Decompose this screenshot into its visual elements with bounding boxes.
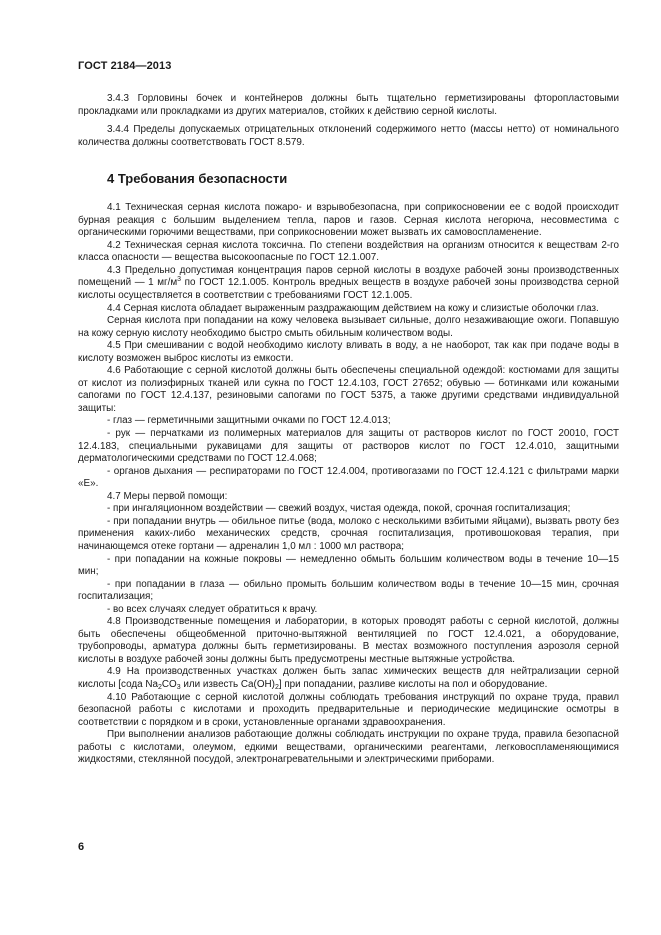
clause-4-4-skin-burns: Серная кислота при попадании на кожу человека вызывает сильные, долго незаживающие ожоги. Попавшую на кожу серную кислоту необходимо быстро смыть обильным количеством воды. <box>78 315 619 339</box>
clause-4-3 <box>78 265 619 303</box>
clause-4-3-text-end: по ГОСТ 12.1.005. Контроль вредных веществ в воздухе рабочей зоны производства серной кислоты осуществляется в соответствии с требованиями ГОСТ 12.1.005. <box>78 277 619 302</box>
clause-4-2: 4.2 Техническая серная кислота токсична. По степени воздействия на организм относится к веществам 2-го класса опасности — вещества высокоопасные по ГОСТ 12.1.007. <box>78 239 619 264</box>
clause-4-6: 4.6 Работающие с серной кислотой должны быть обеспечены специальной одеждой: костюмами для защиты от кислот из полиэфирных тканей или сукна по ГОСТ 12.4.103, ГОСТ 27652; обувью — ботинками или кожаными сапогами по ГОСТ 12.4.137, резиновыми сапогами по ГОСТ 5375, а также другими средствами индивидуальной защиты: <box>78 365 619 414</box>
clause-4-3-text-start: 4.3 Предельно допустимая концентрация паров серной кислоты в воздухе рабочей зоны производственных помещений — 1 мг/м <box>78 264 619 289</box>
clause-4-7-ingestion: - при попадании внутрь — обильное питье (вода, молоко с несколькими взбитыми яйцами), вызвать рвоту без применения каких-либо механических средств, срочная госпитализация, противошоковая терапия, при начинающемся отеке гортани — адреналин 1,0 мл : 1000 мл раствора; <box>78 515 619 552</box>
clause-4-1: 4.1 Техническая серная кислота пожаро- и взрывобезопасна, при соприкосновении ее с водой происходит бурная реакция с большим выделением тепла, паров и газов. Серная кислота негорюча, несовместима с органическими горючими веществами, при соприкосновении может вызвать их самовоспламенение. <box>78 202 619 239</box>
clause-4-7-skin-contact: - при попадании на кожные покровы — немедленно обмыть большим количеством воды в течение 10—15 мин; <box>78 553 619 578</box>
clause-4-6-eye-protection: - глаз — герметичными защитными очками по ГОСТ 12.4.013; <box>107 415 391 427</box>
clause-3-4-3: 3.4.3 Горловины бочек и контейнеров должны быть тщательно герметизированы фторопластовыми прокладками или прокладками из других материалов, стойких к действию серной кислоты. <box>78 93 619 117</box>
clause-4-9-text-end: ] при попадании, разливе кислоты на пол и оборудование. <box>278 678 548 690</box>
formula-subscript: 3 <box>176 683 181 691</box>
clause-4-9-formula-part: CO <box>161 678 177 690</box>
clause-4-8: 4.8 Производственные помещения и лаборатории, в которых проводят работы с серной кислотой, должны быть обеспечены общеобменной приточно-вытяжной вентиляцией по ГОСТ 12.4.021, а оборудование, трубопроводы, арматура должны быть герметизированы. В местах возможного поступления аэрозоля серной кислоты в воздухе рабочей зоны должны быть предусмотрены местные вытяжные устройства. <box>78 616 619 665</box>
formula-subscript: 2 <box>274 683 279 691</box>
clause-4-10: 4.10 Работающие с серной кислотой должны соблюдать требования инструкций по охране труда, правил безопасной работы с кислотами и проходить предварительные и периодические медицинские осмотры в соответствии с порядком и в сроки, установленные органами здравоохранения. <box>78 691 619 728</box>
running-header-standard-code: ГОСТ 2184—2013 <box>78 60 172 72</box>
clause-4-9-text-start: 4.9 На производственных участках должен быть запас химических веществ для нейтрализации серной кислоты [сода Na <box>78 666 619 690</box>
clause-4-7-see-doctor: - во всех случаях следует обратиться к врачу. <box>107 603 318 615</box>
clause-4-6-respiratory-protection: - органов дыхания — респираторами по ГОСТ 12.4.004, противогазами по ГОСТ 12.4.121 с фильтрами марки «Е». <box>78 465 619 490</box>
unit-superscript: 3 <box>177 276 182 284</box>
clause-4-5: 4.5 При смешивании с водой необходимо кислоту вливать в воду, а не наоборот, так как при подаче воды в кислоту возможен выброс кислоты из емкости. <box>78 340 619 364</box>
clause-4-4: 4.4 Серная кислота обладает выраженным раздражающим действием на кожу и слизистые оболочки глаз. <box>107 302 599 314</box>
clause-4-9-text-middle: или известь Ca(OH) <box>180 678 275 690</box>
clause-4-7-inhalation: - при ингаляционном воздействии — свежий воздух, чистая одежда, покой, срочная госпитализация; <box>107 503 571 515</box>
clause-3-4-4: 3.4.4 Пределы допускаемых отрицательных отклонений содержимого нетто (массы нетто) от номинального количества должны соответствовать ГОСТ 8.579. <box>78 124 619 148</box>
clause-4-7: 4.7 Меры первой помощи: <box>107 490 228 502</box>
formula-subscript: 2 <box>157 683 162 691</box>
section-heading-safety: 4 Требования безопасности <box>107 171 288 187</box>
page-number: 6 <box>78 841 85 853</box>
clause-4-6-hand-protection: - рук — перчатками из полимерных материалов для защиты от растворов кислот по ГОСТ 20010, ГОСТ 12.4.183, специальными рукавицами для защиты от растворов кислот по ГОСТ 12.4.010, защитными дерматологическими средствами по ГОСТ 12.4.068; <box>78 428 619 465</box>
page-content <box>78 93 619 767</box>
clause-4-10-lab-work: При выполнении анализов работающие должны соблюдать инструкции по охране труда, правила безопасной работы с кислотами, олеумом, едкими веществами, органическими реагентами, легковоспламеняющимися жидкостями, стеклянной посудой, электронагревательными и электрическими приборами. <box>78 729 619 766</box>
clause-4-7-eye-contact: - при попадании в глаза — обильно промыть большим количеством воды в течение 10—15 мин, срочная госпитализация; <box>78 578 619 603</box>
clause-4-9 <box>78 666 619 691</box>
